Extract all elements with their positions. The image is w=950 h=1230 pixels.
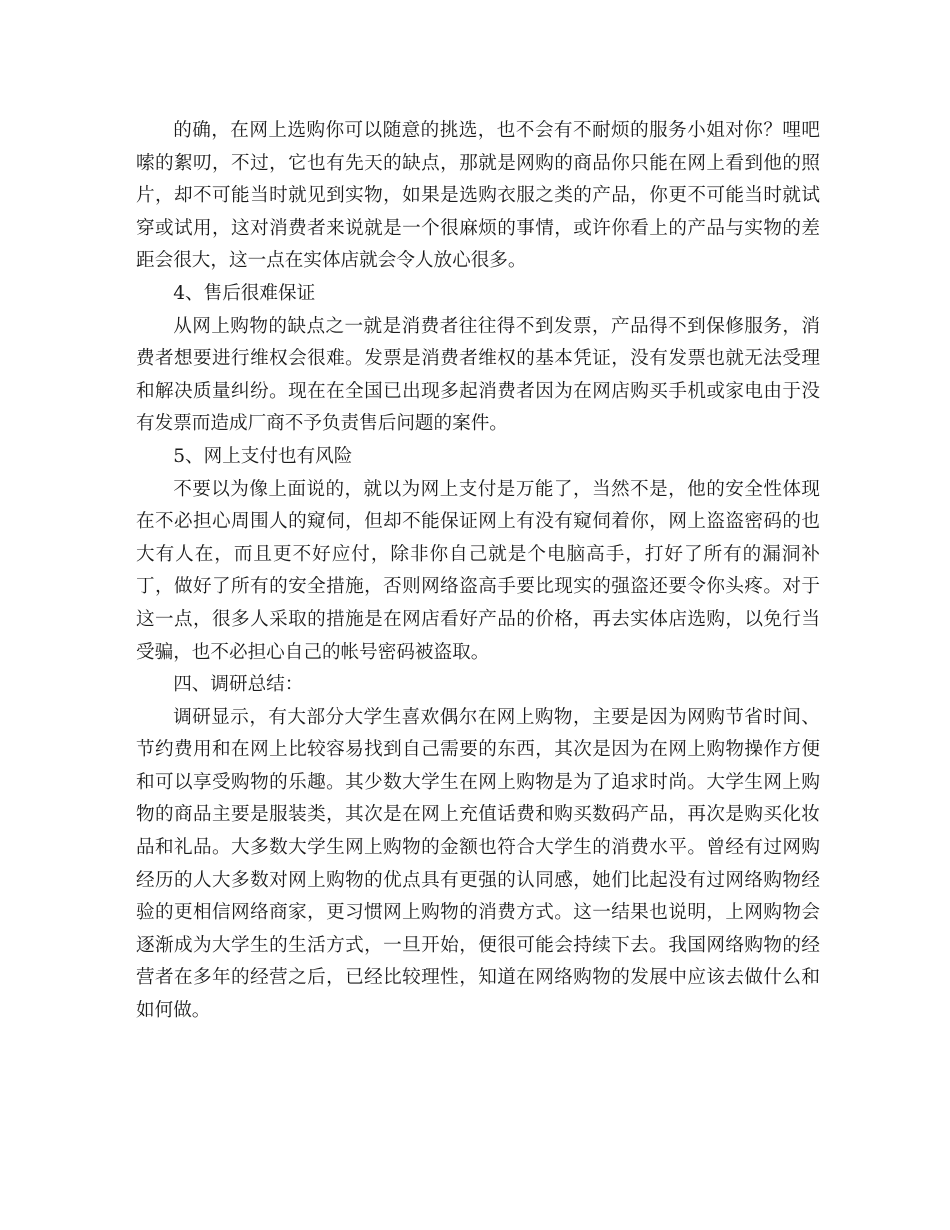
heading-payment-risk: 5、网上支付也有风险 bbox=[173, 445, 353, 467]
document-body bbox=[136, 115, 820, 1028]
heading-survey-summary: 四、调研总结： bbox=[173, 674, 304, 696]
heading-after-sales: 4、售后很难保证 bbox=[173, 282, 316, 304]
paragraph-shopping-drawbacks: 的确，在网上选购你可以随意的挑选，也不会有不耐烦的服务小姐对你？哩吧嗦的絮叨，不过，它也有先天的缺点，那就是网购的商品你只能在网上看到他的照片，却不可能当时就见到实物，如果是选购衣服之类的产品，你更不可能当时就试穿或试用，这对消费者来说就是一个很麻烦的事情，或许你看上的产品与实物的差距会很大，这一点在实体店就会令人放心很多。 bbox=[136, 120, 820, 272]
paragraph-survey-summary: 调研显示，有大部分大学生喜欢偶尔在网上购物，主要是因为网购节省时间、节约费用和在网上比较容易找到自己需要的东西，其次是因为在网上购物操作方便和可以享受购物的乐趣。其少数大学生在网上购物是为了追求时尚。大学生网上购物的商品主要是服装类，其次是在网上充值话费和购买数码产品，再次是购买化妆品和礼品。大多数大学生网上购物的金额也符合大学生的消费水平。曾经有过网购经历的人大多数对网上购物的优点具有更强的认同感，她们比起没有过网络购物经验的更相信网络商家，更习惯网上购物的消费方式。这一结果也说明，上网购物会逐渐成为大学生的生活方式，一旦开始，便很可能会持续下去。我国网络购物的经营者在多年的经营之后，已经比较理性，知道在网络购物的发展中应该去做什么和如何做。 bbox=[136, 706, 820, 1022]
paragraph-payment-risk: 不要以为像上面说的，就以为网上支付是万能了，当然不是，他的安全性体现在不必担心周围人的窥伺，但却不能保证网上有没有窥伺着你，网上盗盗密码的也大有人在，而且更不好应付，除非你自己就是个电脑高手，打好了所有的漏洞补丁，做好了所有的安全措施，否则网络盗高手要比现实的强盗还要令你头疼。对于这一点，很多人采取的措施是在网店看好产品的价格，再去实体店选购，以免行当受骗，也不必担心自己的帐号密码被盗取。 bbox=[136, 478, 820, 663]
paragraph-after-sales: 从网上购物的缺点之一就是消费者往往得不到发票，产品得不到保修服务，消费者想要进行维权会很难。发票是消费者维权的基本凭证，没有发票也就无法受理和解决质量纠纷。现在在全国已出现多起消费者因为在网店购买手机或家电由于没有发票而造成厂商不予负责售后问题的案件。 bbox=[136, 315, 820, 435]
